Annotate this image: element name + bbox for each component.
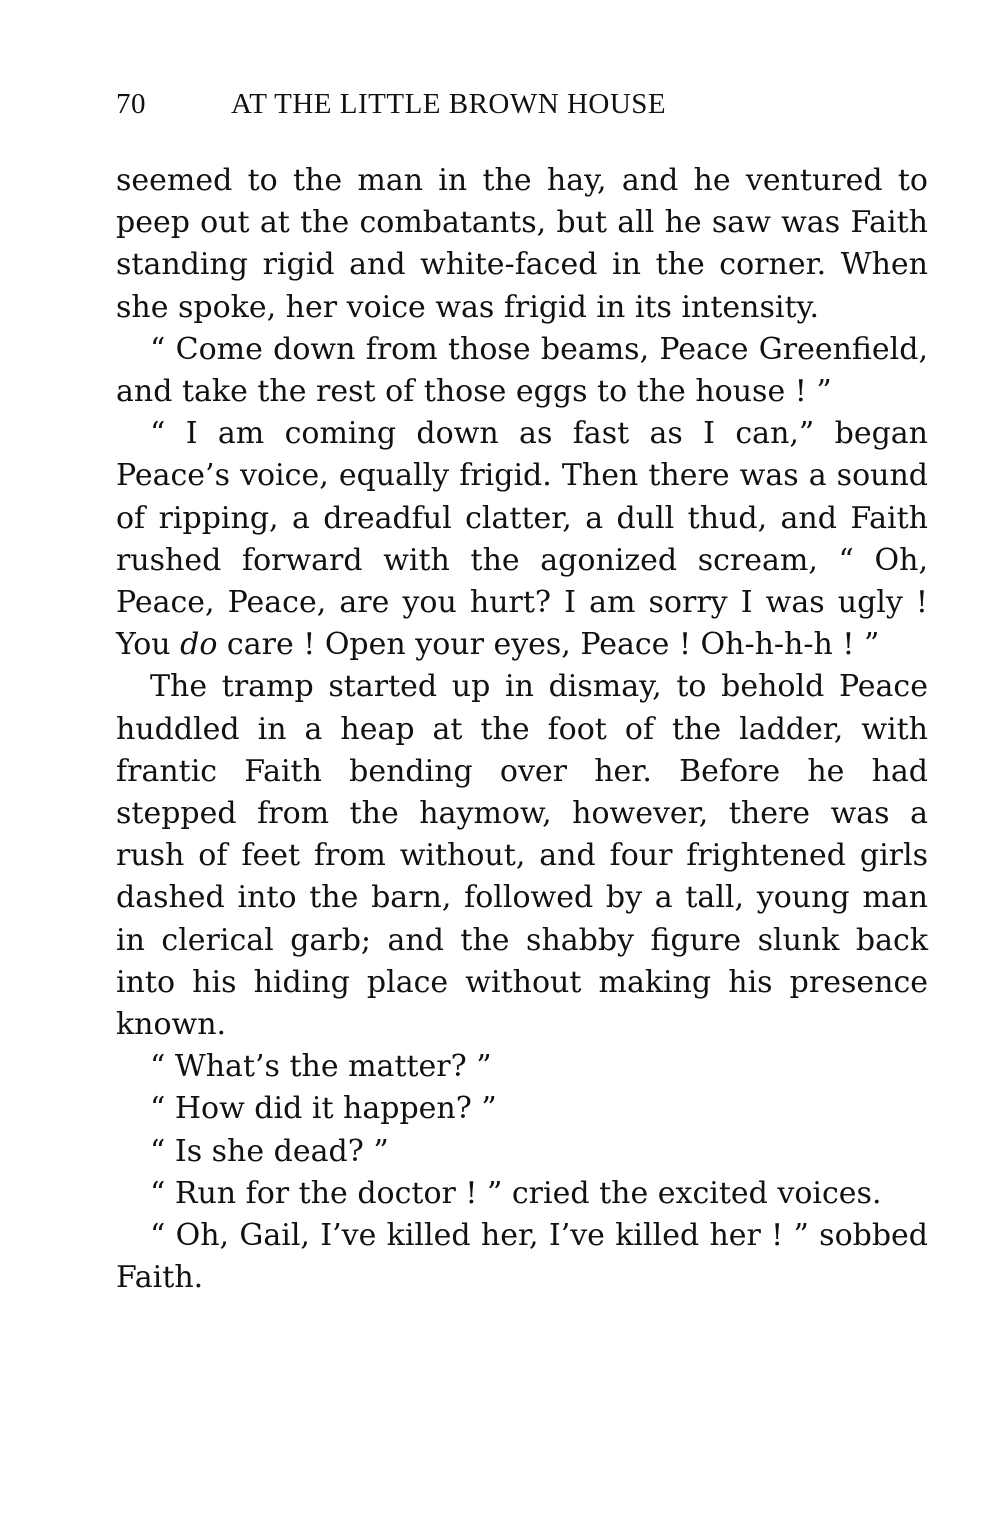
dialogue-line: “ How did it happen? ” [150,1091,497,1127]
paragraph-tramp: The tramp started up in dismay, to behold Peace huddled in a heap at the foot of the ladder, with frantic Faith bending over her. Before he had stepped from the haymow, however, there was a rush of feet from without, and four frightened girls dashed into the barn, followed by a tall, young man in clerical garb; and the shabby figure slunk back into his hiding place without making his presence known. [116,669,928,1043]
page-number: 70 [116,88,146,120]
emphasis-do: do [180,627,218,663]
body-text [116,160,928,1299]
paragraph-faith-command: “ Come down from those beams, Peace Greenfield, and take the rest of those eggs to the house ! ” [116,331,928,410]
dialogue-line: “ What’s the matter? ” [150,1049,492,1085]
paragraph-peace-falls-text: “ I am coming down as fast as I can,” began Peace’s voice, equally frigid. Then there was a sound of ripping, a dreadful clatter, a dull thud, and Faith rushed forward with the agonized scream, “ Oh, Peace, Peace, are you hurt? I am sorry I was ugly ! You [116,416,928,663]
paragraph-peace-falls [116,413,928,666]
dialogue-line: “ Is she dead? ” [150,1133,389,1169]
paragraph-peace-falls-text-end: care ! Open your eyes, Peace ! Oh-h-h-h ! ” [217,627,880,663]
paragraph-continued: seemed to the man in the hay, and he ventured to peep out at the combatants, but all he saw was Faith standing rigid and white-faced in the corner. When she spoke, her voice was frigid in its intensity. [116,163,928,325]
dialogue-line: “ Run for the doctor ! ” cried the excited voices. [150,1175,882,1211]
running-head [116,82,828,126]
paragraph-faith-sobs: “ Oh, Gail, I’ve killed her, I’ve killed her ! ” sobbed Faith. [116,1218,928,1296]
running-title: AT THE LITTLE BROWN HOUSE [231,88,667,120]
